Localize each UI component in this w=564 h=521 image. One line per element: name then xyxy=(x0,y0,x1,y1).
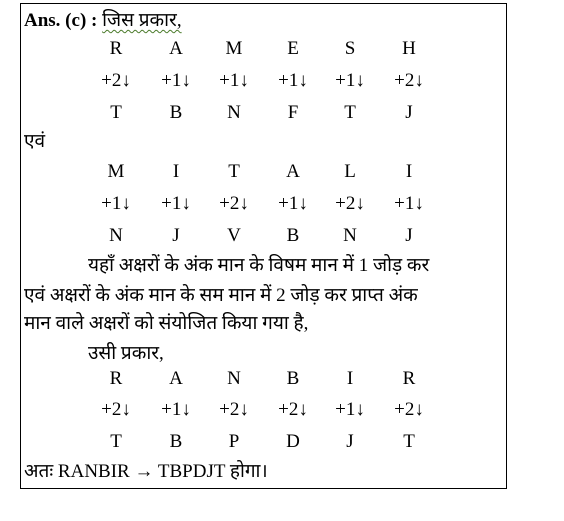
block1-result: T xyxy=(110,102,122,123)
block1-shift: +1↓ xyxy=(219,70,249,91)
block3-result: D xyxy=(286,431,300,452)
block1-shift: +1↓ xyxy=(335,70,365,91)
block1-shift: +1↓ xyxy=(161,70,191,91)
block2-shifts-row xyxy=(0,192,564,216)
block2-result: J xyxy=(405,225,413,246)
block2-letter: A xyxy=(286,161,300,182)
block1-letter: E xyxy=(287,38,299,59)
block3-result: T xyxy=(110,431,122,452)
block1-letter: M xyxy=(225,38,243,59)
explanation-line-3: मान वाले अक्षरों को संयोजित किया गया है, xyxy=(24,313,309,334)
block3-result: J xyxy=(346,431,354,452)
intro-text: जिस प्रकार, xyxy=(102,10,182,31)
block3-letters-row xyxy=(0,367,564,391)
block3-result: B xyxy=(169,431,183,452)
block1-letters-row xyxy=(0,37,564,61)
block1-result: T xyxy=(344,102,356,123)
block3-shift: +2↓ xyxy=(394,399,424,420)
block3-shifts-row xyxy=(0,398,564,422)
block2-shift: +2↓ xyxy=(335,193,365,214)
block1-result: N xyxy=(227,102,241,123)
block3-letter: R xyxy=(402,368,416,389)
block3-results-row xyxy=(0,430,564,454)
block1-shift: +2↓ xyxy=(101,70,131,91)
block3-shift: +2↓ xyxy=(219,399,249,420)
block1-letter: S xyxy=(344,38,356,59)
answer-label: Ans. (c) : xyxy=(24,10,98,31)
block2-results-row xyxy=(0,224,564,248)
block2-result: B xyxy=(286,225,300,246)
explanation-line-2: एवं अक्षरों के अंक मान के सम मान में 2 जोड़ कर प्राप्त अंक xyxy=(24,285,418,306)
block3-letter: N xyxy=(227,368,241,389)
block1-shift: +1↓ xyxy=(278,70,308,91)
block2-result: V xyxy=(227,225,241,246)
block1-result: J xyxy=(405,102,413,123)
block3-shift: +1↓ xyxy=(161,399,191,420)
block1-shifts-row xyxy=(0,69,564,93)
block2-letter: T xyxy=(228,161,240,182)
block3-letter: B xyxy=(286,368,300,389)
block2-shift: +1↓ xyxy=(394,193,424,214)
block2-result: N xyxy=(109,225,123,246)
connector-text: एवं xyxy=(24,131,46,152)
block3-result: P xyxy=(228,431,240,452)
block3-result: T xyxy=(403,431,415,452)
block1-letter: R xyxy=(109,38,123,59)
block2-letter: I xyxy=(405,161,413,182)
block1-letter: H xyxy=(402,38,416,59)
block3-letter: R xyxy=(109,368,123,389)
intro-line xyxy=(24,10,182,32)
block2-letter: I xyxy=(172,161,180,182)
block2-result: J xyxy=(172,225,180,246)
block1-shift: +2↓ xyxy=(394,70,424,91)
block3-letter: A xyxy=(169,368,183,389)
block3-letter: I xyxy=(346,368,354,389)
block2-letter: L xyxy=(344,161,356,182)
block1-letter: A xyxy=(169,38,183,59)
block1-result: F xyxy=(287,102,299,123)
block1-results-row xyxy=(0,101,564,125)
block1-result: B xyxy=(169,102,183,123)
conclusion-text: अतः RANBIR → TBPDJT होगा। xyxy=(24,461,268,482)
block2-shift: +1↓ xyxy=(278,193,308,214)
block2-shift: +1↓ xyxy=(101,193,131,214)
block3-shift: +2↓ xyxy=(278,399,308,420)
block3-shift: +1↓ xyxy=(335,399,365,420)
explanation-line-1: यहाँ अक्षरों के अंक मान के विषम मान में 1 जोड़ कर xyxy=(88,255,430,276)
block2-shift: +2↓ xyxy=(219,193,249,214)
block2-shift: +1↓ xyxy=(161,193,191,214)
similarly-text: उसी प्रकार, xyxy=(88,343,164,364)
block2-result: N xyxy=(343,225,357,246)
block3-shift: +2↓ xyxy=(101,399,131,420)
block2-letter: M xyxy=(107,161,125,182)
block2-letters-row xyxy=(0,160,564,184)
